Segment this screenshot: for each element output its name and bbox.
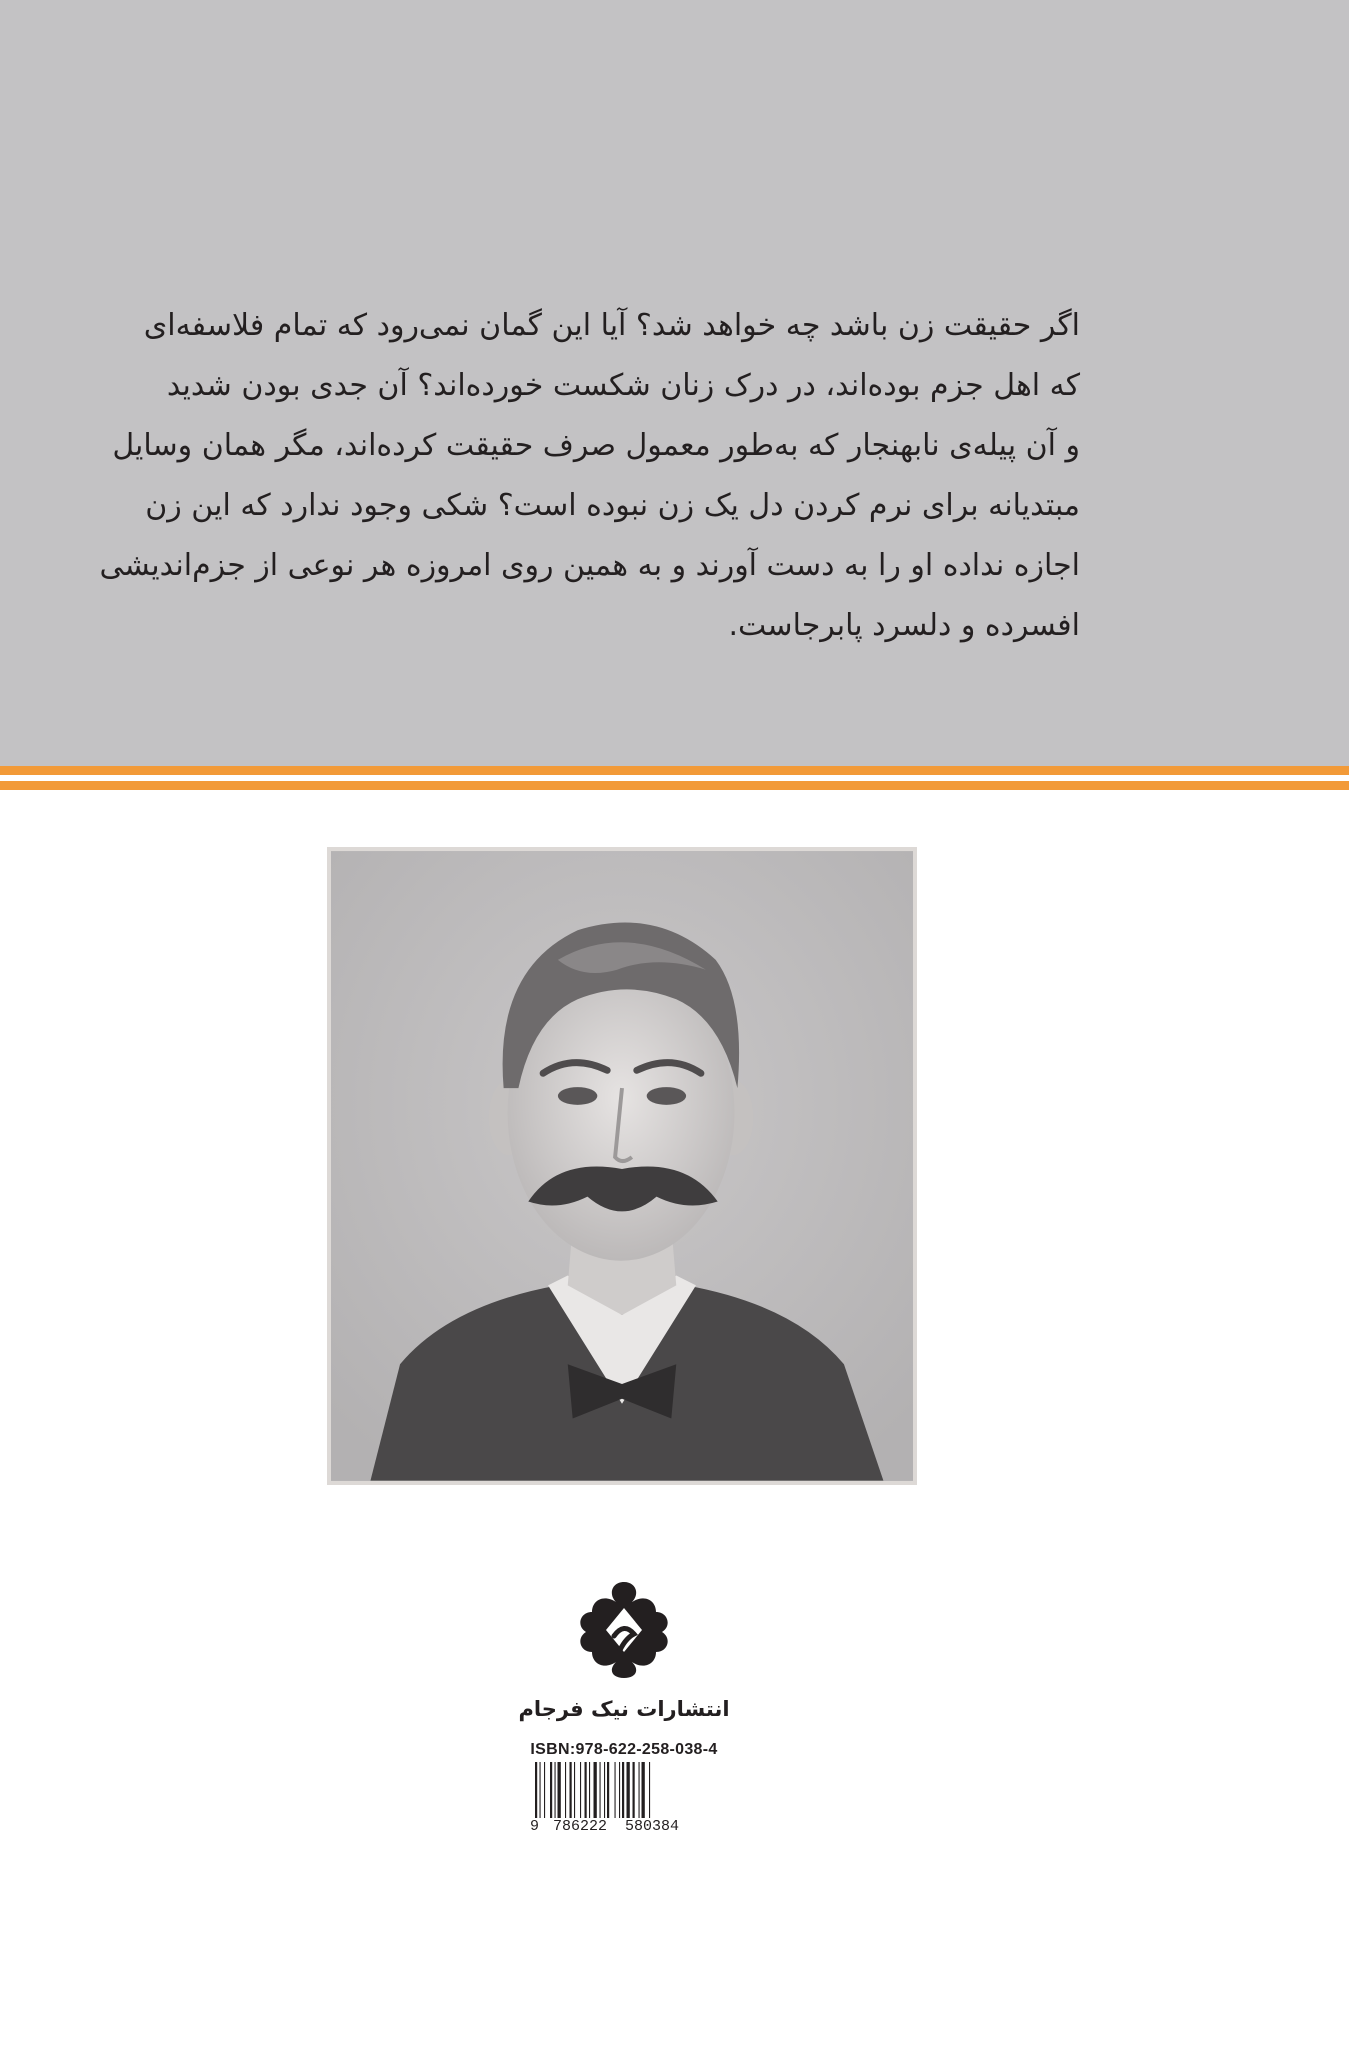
blurb-line: افسرده و دلسرد پابرجاست. [728,608,1080,643]
barcode-bar [607,1762,609,1818]
barcode-bar [574,1762,575,1818]
barcode-bar [585,1762,587,1818]
barcode-bar [633,1762,635,1818]
blurb-line: اجازه نداده او را به دست آورند و به همین روی امروزه هر نوعی از جزم‌اندیشی [99,548,1080,583]
barcode-bar [639,1762,640,1818]
barcode-bar [544,1762,545,1818]
blurb-panel [0,0,1349,766]
barcode-bar [627,1762,630,1818]
orange-divider-stripe [0,781,1349,790]
portrait-photo-icon [331,851,913,1481]
publisher-name: انتشارات نیک فرجام [518,1697,730,1721]
blurb-text [99,296,1080,656]
barcode-right-digits: 580384 [625,1818,680,1835]
barcode-bar [580,1762,581,1818]
barcode-bar [604,1762,605,1818]
blurb-line: اگر حقیقت زن باشد چه خواهد شد؟ آیا این گمان نمی‌رود که تمام فلاسفه‌ای [143,308,1080,343]
barcode-bar [615,1762,616,1818]
barcode-bar [565,1762,566,1818]
barcode-bar [555,1762,556,1818]
barcode-bar [550,1762,552,1818]
barcode-bar [619,1762,620,1818]
barcode-bar [589,1762,590,1818]
blurb-line: که اهل جزم بوده‌اند، در درک زنان شکست خورده‌اند؟ آن جدی بودن شدید [166,368,1080,403]
barcode-bar [622,1762,624,1818]
orange-divider-stripe [0,766,1349,775]
publisher-logo-icon [574,1578,674,1682]
barcode-left-digits: 786222 [553,1818,608,1835]
barcode-first-digit: 9 [530,1818,540,1835]
isbn-label: ISBN:978-622-258-038-4 [530,1741,718,1758]
blurb-line: مبتدیانه برای نرم کردن دل یک زن نبوده است؟ شکی وجود ندارد که این زن [145,488,1080,523]
blurb-line: و آن پیله‌ی نابهنجار که به‌طور معمول صرف حقیقت کرده‌اند، مگر همان وسایل [112,428,1080,463]
barcode-bar [558,1762,561,1818]
author-portrait [327,847,917,1485]
barcode-bar [570,1762,572,1818]
